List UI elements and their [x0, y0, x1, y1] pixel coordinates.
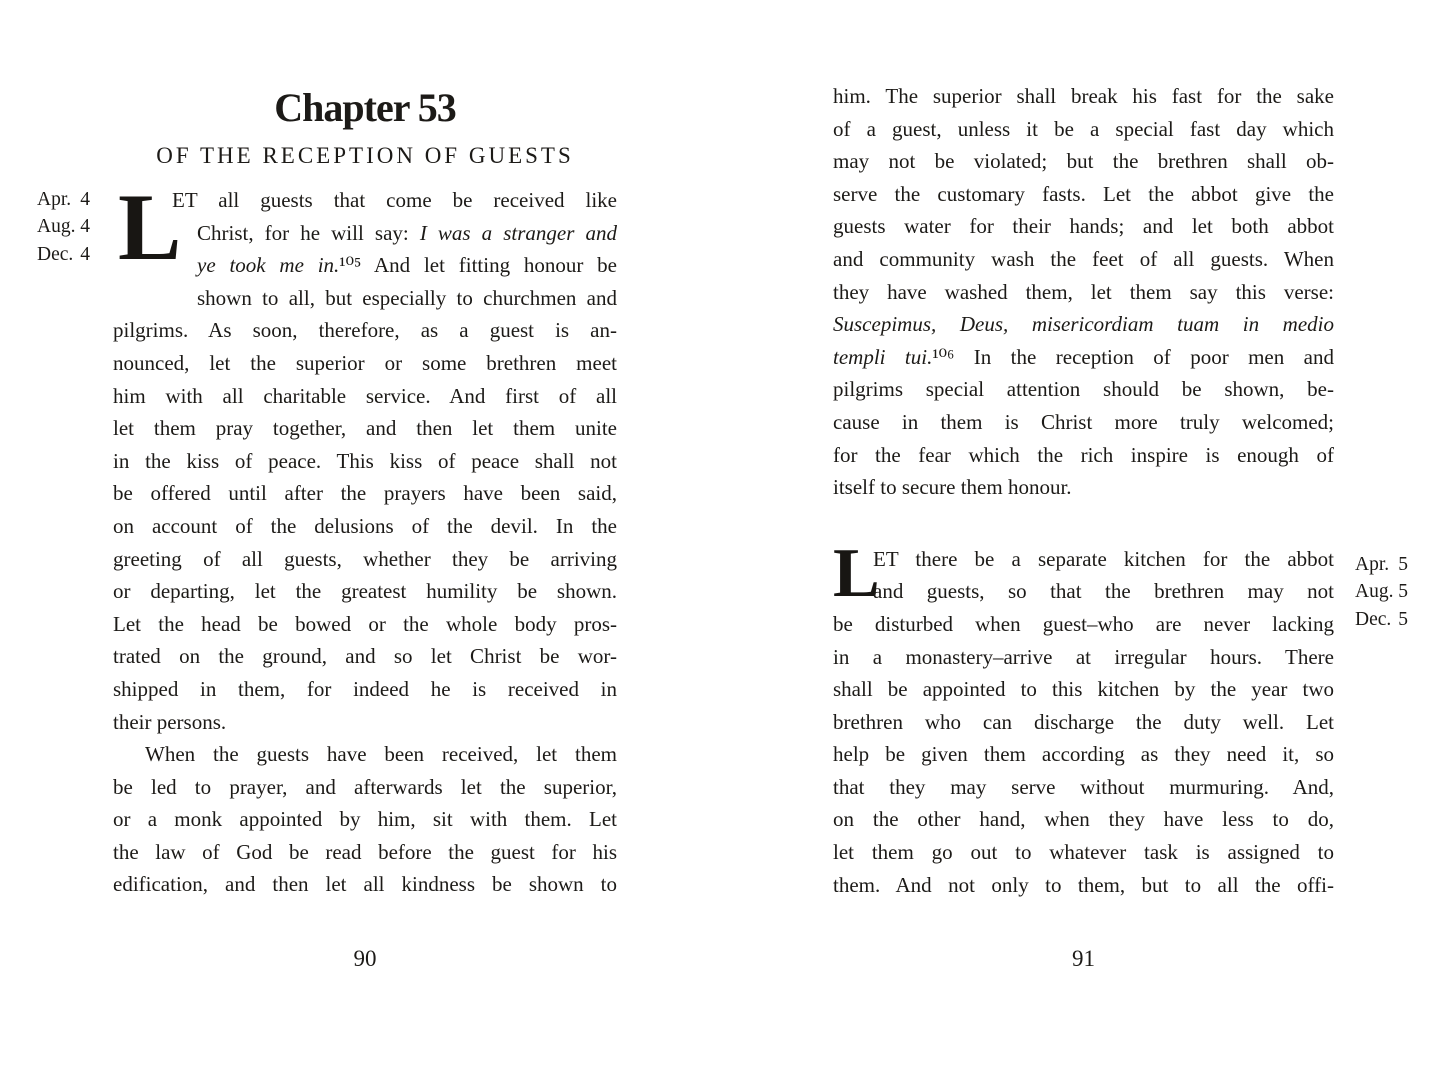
- margin-notes-left: [37, 186, 90, 268]
- page-number-left: 90: [353, 946, 377, 971]
- margin-note-day: 4: [80, 216, 90, 238]
- body-text: brethren who can discharge the duty well. Let: [833, 709, 1334, 734]
- margin-note-day: 4: [80, 243, 90, 265]
- body-text: cause in them is Christ more truly welcomed;: [833, 409, 1334, 434]
- text-line: [833, 113, 1334, 146]
- margin-note-month: Dec.: [1355, 608, 1392, 630]
- margin-note: [37, 241, 90, 268]
- body-text: and community wash the feet of all guests. When: [833, 246, 1334, 271]
- body-text: or departing, let the greatest humility be shown.: [113, 579, 617, 604]
- margin-note: [37, 186, 90, 213]
- body-text: or a monk appointed by him, sit with them. Let: [113, 807, 617, 832]
- text-line: [833, 673, 1334, 706]
- drop-cap: L: [833, 534, 880, 612]
- left-page-body: [113, 174, 617, 901]
- text-line: [113, 738, 617, 771]
- text-line: [113, 771, 617, 804]
- text-line: [833, 575, 1334, 608]
- body-text: their persons.: [113, 709, 227, 734]
- margin-note-month: Aug.: [1355, 581, 1394, 603]
- text-line: [833, 803, 1334, 836]
- body-text: ¹⁰⁵ And let fitting honour be: [339, 253, 617, 278]
- text-line: [833, 308, 1334, 341]
- body-text: and guests, so that the brethren may not: [873, 579, 1334, 604]
- text-line: [833, 471, 1334, 504]
- chapter-title: Chapter 53: [274, 85, 456, 130]
- text-line: [113, 673, 617, 706]
- text-line: [833, 439, 1334, 472]
- left-page: [113, 80, 617, 901]
- margin-note: [37, 213, 90, 240]
- margin-note-month: Dec.: [37, 243, 74, 265]
- body-text: Christ, for he will say:: [197, 220, 420, 245]
- text-line: [833, 210, 1334, 243]
- paragraph: [833, 80, 1334, 504]
- text-line: [833, 276, 1334, 309]
- text-line: [833, 178, 1334, 211]
- text-line: [113, 706, 617, 739]
- italic-text: I was a stranger and: [419, 220, 617, 245]
- margin-note: [1355, 578, 1408, 605]
- text-line: [113, 184, 617, 217]
- text-line: [113, 314, 617, 347]
- text-line: [113, 608, 617, 641]
- body-text: of a guest, unless it be a special fast day which: [833, 116, 1334, 141]
- text-line: [833, 80, 1334, 113]
- text-line: [113, 640, 617, 673]
- paragraph: [833, 534, 1334, 902]
- right-page-body: [833, 80, 1334, 901]
- margin-note-day: 4: [80, 189, 90, 210]
- body-text: help be given them according as they need it, so: [833, 742, 1334, 767]
- text-line: [113, 803, 617, 836]
- body-text: that they may serve without murmuring. And,: [833, 774, 1334, 799]
- text-line: [833, 836, 1334, 869]
- text-line: [113, 575, 617, 608]
- margin-note-day: 5: [1398, 554, 1408, 575]
- chapter-subtitle: OF THE RECEPTION OF GUESTS: [156, 143, 574, 168]
- text-line: [833, 373, 1334, 406]
- body-text: ¹⁰⁶ In the reception of poor men and: [932, 344, 1334, 369]
- body-text: edification, and then let all kindness be shown to: [113, 872, 617, 897]
- body-text: for the fear which the rich inspire is enough of: [833, 442, 1334, 467]
- margin-note: [1355, 551, 1408, 578]
- body-text: shipped in them, for indeed he is received in: [113, 676, 617, 701]
- body-text: When the guests have been received, let them: [145, 742, 617, 767]
- text-line: [113, 868, 617, 901]
- margin-notes-right: [1355, 551, 1408, 633]
- body-text: let them pray together, and then let them unite: [113, 416, 617, 441]
- body-text: be offered until after the prayers have been said,: [113, 481, 617, 506]
- body-text: pilgrims special attention should be shown, be-: [833, 377, 1334, 402]
- text-line: [113, 510, 617, 543]
- text-line: [833, 641, 1334, 674]
- text-line: [833, 145, 1334, 178]
- text-line: [113, 380, 617, 413]
- body-text: ET all guests that come be received like: [172, 188, 617, 212]
- paragraph: [113, 174, 617, 738]
- margin-note-month: Apr.: [1355, 554, 1390, 575]
- margin-note-month: Aug.: [37, 216, 76, 238]
- body-text: shall be appointed to this kitchen by the year two: [833, 677, 1334, 702]
- page-number-right: 91: [1072, 946, 1095, 971]
- body-text: him with all charitable service. And first of all: [113, 383, 617, 408]
- text-line: [113, 412, 617, 445]
- body-text: trated on the ground, and so let Christ be wor-: [113, 644, 617, 669]
- body-text: serve the customary fasts. Let the abbot give the: [833, 181, 1334, 206]
- text-line: [113, 836, 617, 869]
- text-line: [113, 282, 617, 315]
- body-text: itself to secure them honour.: [833, 475, 1072, 500]
- body-text: them. And not only to them, but to all the offi-: [833, 872, 1334, 897]
- body-text: in the kiss of peace. This kiss of peace shall not: [113, 448, 617, 473]
- body-text: in a monastery–arrive at irregular hours. There: [833, 644, 1334, 669]
- margin-note-month: Apr.: [37, 189, 72, 210]
- text-line: [833, 706, 1334, 739]
- text-line: [833, 243, 1334, 276]
- text-line: [833, 543, 1334, 576]
- text-line: [833, 608, 1334, 641]
- italic-text: Suscepimus, Deus, misericordiam tuam in medio: [833, 312, 1334, 337]
- margin-note-day: 5: [1398, 608, 1408, 630]
- margin-note: [1355, 606, 1408, 633]
- body-text: him. The superior shall break his fast for the sake: [833, 84, 1334, 108]
- text-line: [113, 347, 617, 380]
- body-text: ET there be a separate kitchen for the abbot: [873, 546, 1334, 571]
- text-line: [113, 445, 617, 478]
- italic-text: ye took me in.: [197, 253, 340, 278]
- body-text: the law of God be read before the guest for his: [113, 839, 617, 864]
- body-text: Let the head be bowed or the whole body pros-: [113, 611, 617, 636]
- body-text: let them go out to whatever task is assigned to: [833, 840, 1334, 865]
- body-text: be led to prayer, and afterwards let the superior,: [113, 774, 617, 799]
- paragraph: [113, 738, 617, 901]
- text-line: [833, 406, 1334, 439]
- margin-note-day: 5: [1398, 581, 1408, 603]
- body-text: shown to all, but especially to churchmen and: [197, 285, 617, 310]
- right-page: [833, 80, 1334, 901]
- body-text: on the other hand, when they have less to do,: [833, 807, 1334, 832]
- italic-text: templi tui.: [833, 344, 933, 369]
- body-text: guests water for their hands; and let both abbot: [833, 214, 1334, 239]
- text-line: [833, 771, 1334, 804]
- body-text: they have washed them, let them say this verse:: [833, 279, 1334, 304]
- body-text: nounced, let the superior or some brethren meet: [113, 350, 617, 375]
- text-line: [833, 869, 1334, 902]
- body-text: may not be violated; but the brethren shall ob-: [833, 149, 1334, 174]
- text-line: [113, 543, 617, 576]
- body-text: pilgrims. As soon, therefore, as a guest is an-: [113, 318, 617, 343]
- body-text: on account of the delusions of the devil. In the: [113, 513, 617, 538]
- text-line: [833, 738, 1334, 771]
- body-text: greeting of all guests, whether they be arriving: [113, 546, 617, 571]
- text-line: [833, 341, 1334, 374]
- drop-cap: L: [118, 174, 182, 280]
- text-line: [113, 477, 617, 510]
- body-text: be disturbed when guest–who are never lacking: [833, 611, 1334, 636]
